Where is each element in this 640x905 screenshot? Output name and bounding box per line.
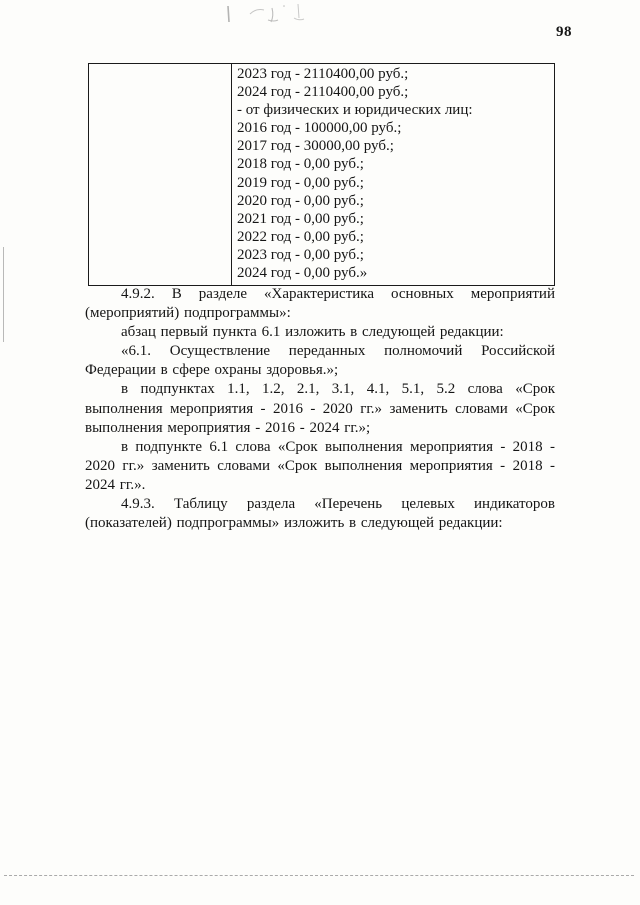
page-number: 98 [556,24,572,40]
budget-line: 2019 год - 0,00 руб.; [237,174,364,191]
budget-line: 2018 год - 0,00 руб.; [237,156,364,173]
paragraph-amendment-3: в подпунктах 1.1, 1.2, 2.1, 3.1, 4.1, 5.1, 5.2 слова «Срок выполнения мероприятия - 2016 - 2020 гг.» заменить словами «Срок выполнения мероприятия - 2016 - 2024 гг.»; [85,381,555,436]
document-body [85,285,555,533]
budget-line: 2016 год - 100000,00 руб.; [237,120,402,137]
budget-line: 2024 год - 0,00 руб.» [237,265,368,282]
budget-table [88,63,555,286]
budget-table-left-cell [89,64,232,285]
budget-line: 2024 год - 2110400,00 руб.; [237,84,409,101]
scan-artifact [4,875,634,876]
budget-line: 2023 год - 2110400,00 руб.; [237,66,409,82]
budget-line: 2021 год - 0,00 руб.; [237,210,364,227]
budget-line: 2022 год - 0,00 руб.; [237,228,364,245]
scan-artifact [220,0,340,32]
scan-artifact [3,247,4,342]
budget-table-right-cell [232,64,554,285]
budget-line: 2020 год - 0,00 руб.; [237,192,364,209]
paragraph-amendment-1: абзац первый пункта 6.1 изложить в следующей редакции: [121,324,504,341]
paragraph-amendment-4: в подпункте 6.1 слова «Срок выполнения мероприятия - 2018 - 2020 гг.» заменить словами «Срок выполнения мероприятия - 2018 - 2024 гг.». [85,438,555,493]
budget-line: 2017 год - 30000,00 руб.; [237,138,394,155]
budget-line: 2023 год - 0,00 руб.; [237,246,364,263]
paragraph-amendment-2: «6.1. Осуществление переданных полномочий Российской Федерации в сфере охраны здоровья.»; [85,343,555,379]
paragraph-4-9-2: 4.9.2. В разделе «Характеристика основных мероприятий (мероприятий) подпрограммы»: [85,286,555,322]
paragraph-4-9-3: 4.9.3. Таблицу раздела «Перечень целевых индикаторов (показателей) подпрограммы» изложить в следующей редакции: [85,496,555,532]
budget-line: - от физических и юридических лиц: [237,102,473,119]
